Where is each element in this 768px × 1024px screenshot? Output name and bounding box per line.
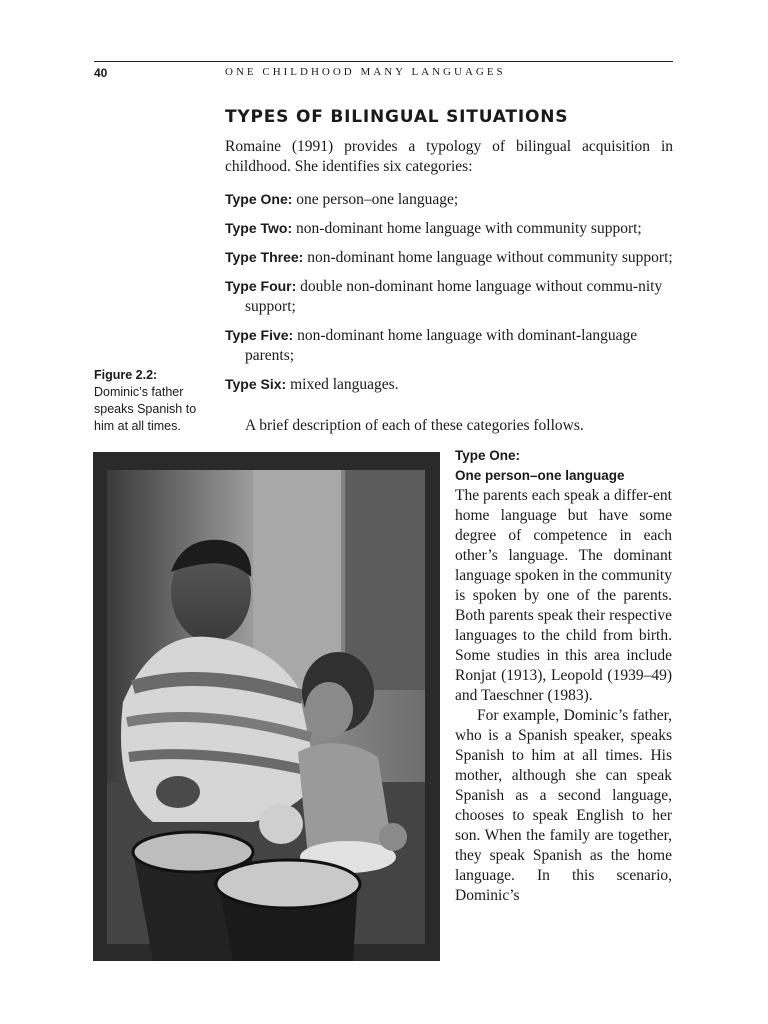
type-label: Type One: xyxy=(225,191,293,207)
type-item xyxy=(225,374,673,395)
type-text: one person–one language; xyxy=(296,191,459,208)
figure-label: Figure 2.2: xyxy=(94,368,158,382)
type-item xyxy=(225,189,673,210)
running-head: ONE CHILDHOOD MANY LANGUAGES xyxy=(225,66,506,78)
section-title: TYPES OF BILINGUAL SITUATIONS xyxy=(225,107,569,127)
type-item xyxy=(225,247,673,268)
type-label: Type Two: xyxy=(225,220,293,236)
header-rule xyxy=(94,61,673,62)
figure-caption-text: Dominic’s father speaks Spanish to him at all times. xyxy=(94,385,197,433)
type-one-heading: Type One: xyxy=(455,448,521,463)
follows-sentence: A brief description of each of these categories follows. xyxy=(245,417,584,434)
type-text: non-dominant home language with dominant-language parents; xyxy=(245,327,638,364)
type-item xyxy=(225,218,673,239)
type-text: non-dominant home language without community support; xyxy=(307,249,673,266)
type-one-paragraph-2: For example, Dominic’s father, who is a Spanish speaker, speaks Spanish to him at all times. His mother, although she can speak Spanish as a second language, chooses to speak English to her son. When the family are together, they speak Spanish as the home language. In this scenario, Dominic’s xyxy=(455,707,672,904)
types-list xyxy=(225,189,673,403)
page-number: 40 xyxy=(94,66,108,80)
figure-caption xyxy=(94,367,209,435)
type-label: Type Six: xyxy=(225,376,287,392)
type-text: non-dominant home language with community support; xyxy=(296,220,642,237)
intro-paragraph: Romaine (1991) provides a typology of bilingual acquisition in childhood. She identifies six categories: xyxy=(225,138,673,175)
type-one-column xyxy=(455,446,672,906)
figure-photo xyxy=(93,452,440,961)
type-one-paragraph-1: The parents each speak a differ-ent home language but have some degree of competence in each other’s language. The dominant language spoken in the community is spoken by one of the parents. Both parents speak their respective languages to the child from birth. Some studies in this area include Ronjat (1913), Leopold (1939–49) and Taeschner (1983). xyxy=(455,487,672,704)
photo-illustration xyxy=(93,452,440,961)
type-item xyxy=(225,325,673,366)
type-item xyxy=(225,276,673,317)
type-label: Type Four: xyxy=(225,278,297,294)
type-text: double non-dominant home language without commu-nity support; xyxy=(245,278,663,315)
type-label: Type Five: xyxy=(225,327,294,343)
type-text: mixed languages. xyxy=(290,376,399,393)
type-label: Type Three: xyxy=(225,249,304,265)
type-one-subheading: One person–one language xyxy=(455,468,625,483)
